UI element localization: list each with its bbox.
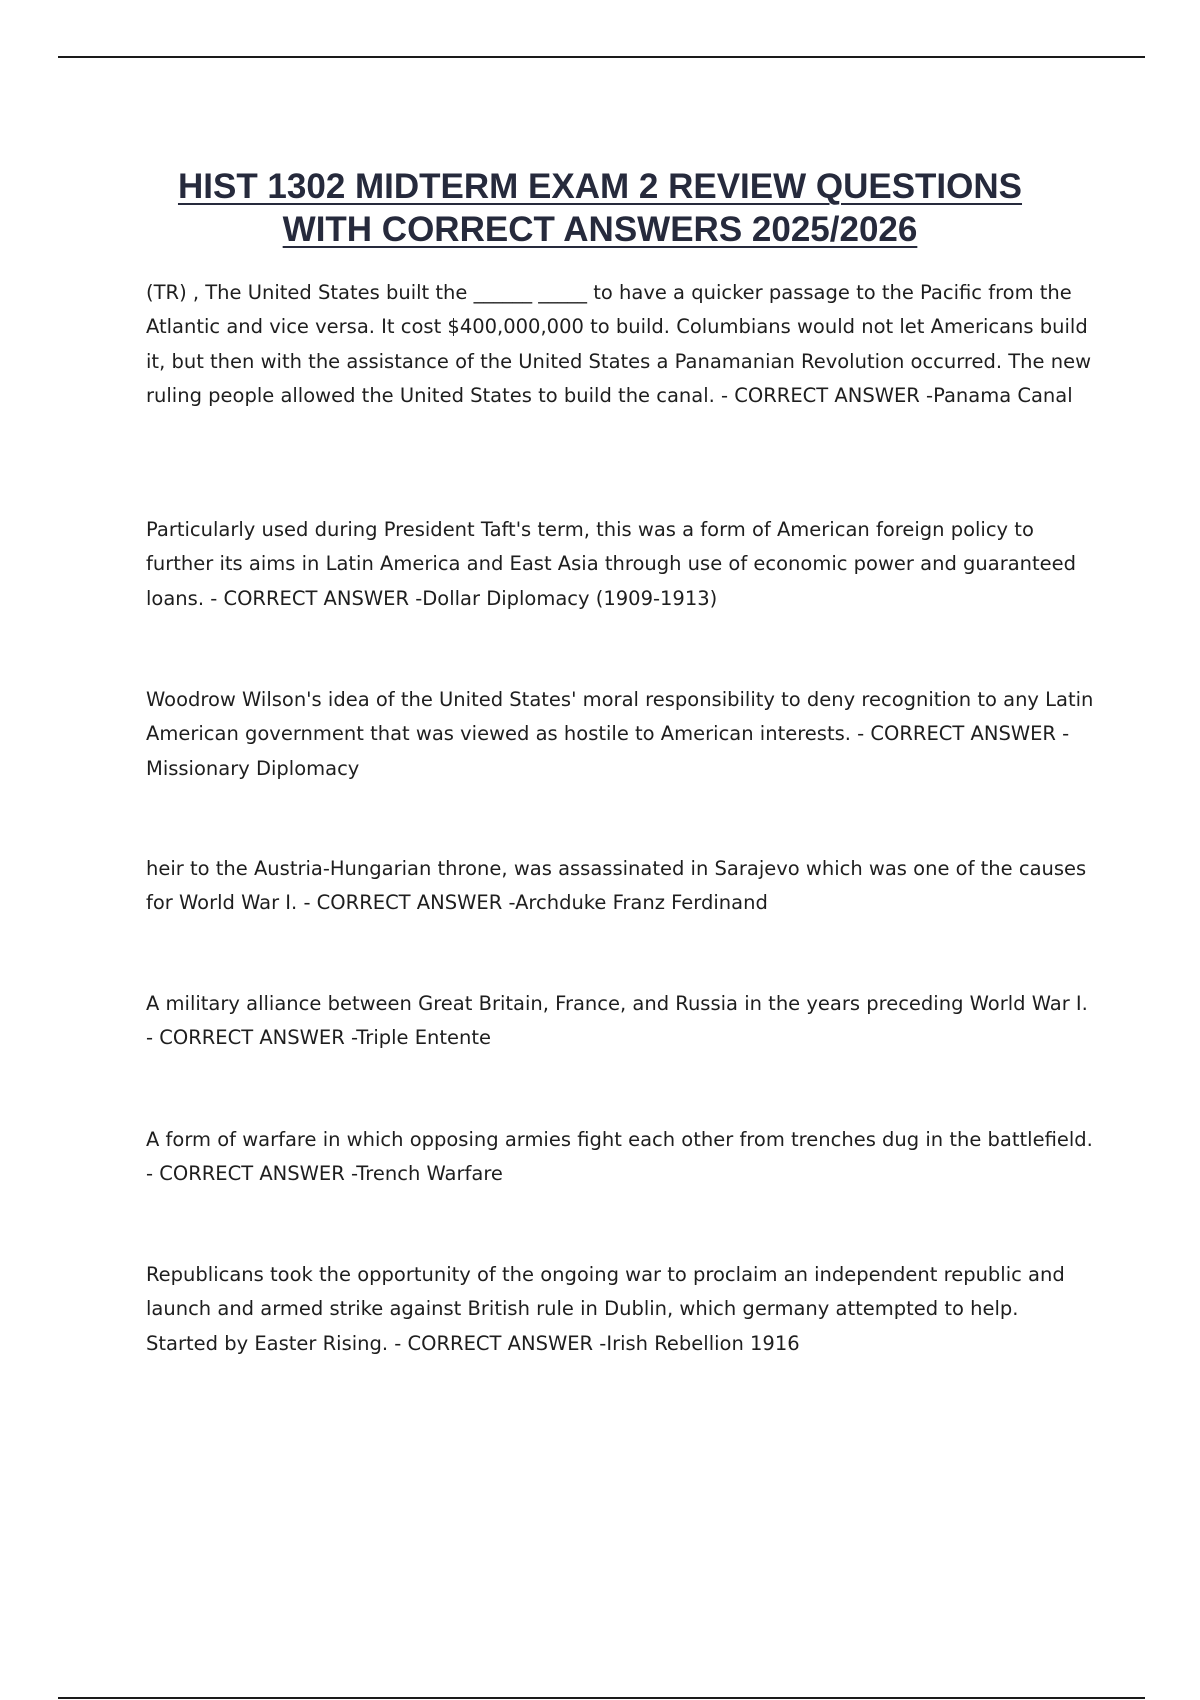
qa-item bbox=[146, 852, 1096, 921]
qa-item bbox=[146, 276, 1096, 413]
qa-item bbox=[146, 683, 1096, 786]
question-text: A form of warfare in which opposing armies fight each other from trenches dug in the battlefield. bbox=[146, 1128, 1093, 1151]
answer-separator: - CORRECT ANSWER - bbox=[850, 722, 1070, 746]
answer-separator: - CORRECT ANSWER - bbox=[204, 586, 423, 610]
top-rule bbox=[58, 56, 1145, 58]
question-text: Woodrow Wilson's idea of the United States' moral responsibility to deny recognition to any Latin American government that was viewed as hostile to American interests. bbox=[146, 688, 1094, 746]
document-title bbox=[110, 165, 1090, 251]
answer-text: Trench Warfare bbox=[356, 1162, 503, 1186]
answer-separator: - CORRECT ANSWER - bbox=[714, 383, 934, 407]
question-text: Particularly used during President Taft's term, this was a form of American foreign policy to further its aims in Latin America and East Asia through use of economic power and guaranteed loans. bbox=[146, 518, 1077, 610]
bottom-rule bbox=[58, 1697, 1145, 1699]
answer-text: Panama Canal bbox=[933, 383, 1073, 407]
qa-item bbox=[146, 987, 1096, 1056]
question-text: Republicans took the opportunity of the ongoing war to proclaim an independent republic and launch and armed strike against British rule in Dublin, which germany attempted to help. Started by Easter Rising. bbox=[146, 1263, 1065, 1355]
title-line-1: HIST 1302 MIDTERM EXAM 2 REVIEW QUESTIONS bbox=[177, 167, 1023, 207]
answer-text: Irish Rebellion 1916 bbox=[606, 1331, 800, 1355]
answer-text: Dollar Diplomacy (1909-1913) bbox=[422, 586, 718, 610]
answer-text: Triple Entente bbox=[356, 1026, 492, 1050]
answer-separator: - CORRECT ANSWER - bbox=[146, 1026, 357, 1050]
answer-separator: - CORRECT ANSWER - bbox=[146, 1162, 357, 1186]
title-line-2: WITH CORRECT ANSWERS 2025/2026 bbox=[282, 210, 918, 250]
answer-text: Archduke Franz Ferdinand bbox=[515, 891, 768, 915]
answer-separator: - CORRECT ANSWER - bbox=[297, 891, 516, 915]
qa-item bbox=[146, 1258, 1096, 1361]
question-text: (TR) , The United States built the ______ _____ to have a quicker passage to the Pacific from the Atlantic and vice versa. It cost $400,000,000 to build. Columbians would not let Americans build it, but then with the assistance of the United States a Panamanian Revolution occurred. The new ruling people allowed the United States to build the canal. bbox=[146, 281, 1092, 407]
answer-text: Missionary Diplomacy bbox=[146, 756, 360, 780]
question-text: A military alliance between Great Britain, France, and Russia in the years preceding World War I. bbox=[146, 992, 1088, 1015]
qa-item bbox=[146, 513, 1096, 616]
answer-separator: - CORRECT ANSWER - bbox=[388, 1331, 607, 1355]
qa-item bbox=[146, 1123, 1096, 1192]
question-text: heir to the Austria-Hungarian throne, was assassinated in Sarajevo which was one of the causes for World War I. bbox=[146, 857, 1087, 915]
